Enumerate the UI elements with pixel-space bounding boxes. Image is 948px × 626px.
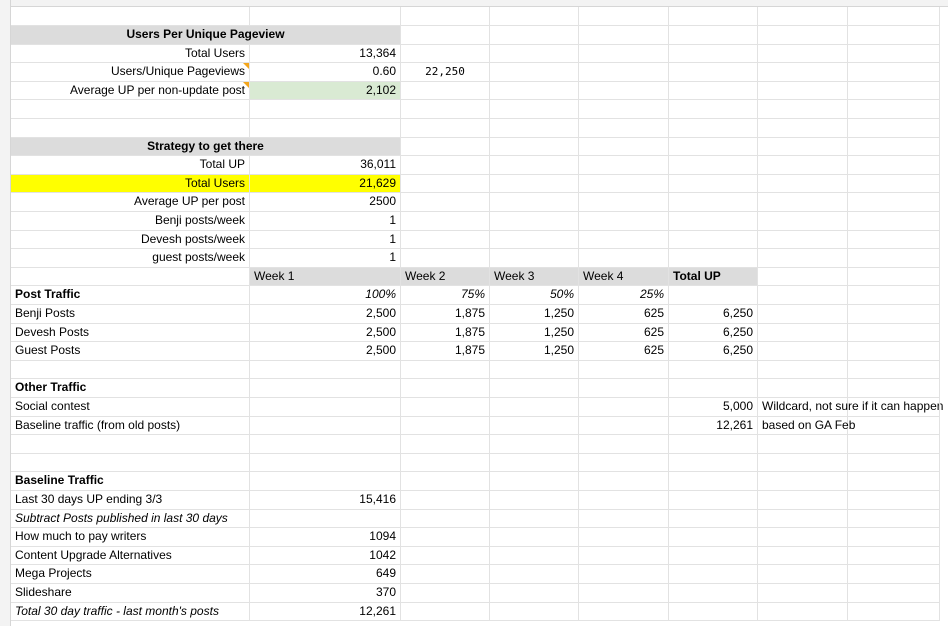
empty-cell[interactable] xyxy=(758,305,848,324)
empty-cell[interactable] xyxy=(579,435,669,454)
empty-cell[interactable] xyxy=(669,193,758,212)
empty-cell[interactable] xyxy=(848,342,940,361)
empty-cell[interactable] xyxy=(669,547,758,566)
empty-cell[interactable] xyxy=(669,584,758,603)
cell-625[interactable]: 625 xyxy=(579,324,669,343)
empty-cell[interactable] xyxy=(669,249,758,268)
empty-cell[interactable] xyxy=(490,510,579,529)
empty-cell[interactable] xyxy=(401,417,490,436)
cell-total-users[interactable]: Total Users xyxy=(11,45,250,64)
cell-slideshare[interactable]: Slideshare xyxy=(11,584,250,603)
section-title-users-per-unique-pageview[interactable]: Users Per Unique Pageview xyxy=(11,26,401,45)
empty-cell[interactable] xyxy=(669,472,758,491)
empty-cell[interactable] xyxy=(848,82,940,101)
empty-cell[interactable] xyxy=(848,45,940,64)
cell-1-875[interactable]: 1,875 xyxy=(401,342,490,361)
empty-cell[interactable] xyxy=(490,398,579,417)
empty-cell[interactable] xyxy=(848,565,940,584)
empty-cell[interactable] xyxy=(848,26,940,45)
empty-cell[interactable] xyxy=(250,119,401,138)
empty-cell[interactable] xyxy=(669,528,758,547)
cell-1-250[interactable]: 1,250 xyxy=(490,324,579,343)
empty-cell[interactable] xyxy=(669,7,758,26)
empty-cell[interactable] xyxy=(848,156,940,175)
empty-cell[interactable] xyxy=(848,138,940,157)
empty-cell[interactable] xyxy=(401,435,490,454)
cell-1-250[interactable]: 1,250 xyxy=(490,305,579,324)
empty-cell[interactable] xyxy=(848,472,940,491)
empty-cell[interactable] xyxy=(11,268,250,287)
empty-cell[interactable] xyxy=(490,138,579,157)
cell-total-users[interactable]: Total Users xyxy=(11,175,250,194)
cell-1-875[interactable]: 1,875 xyxy=(401,305,490,324)
cell-75[interactable]: 75% xyxy=(401,286,490,305)
empty-cell[interactable] xyxy=(490,63,579,82)
empty-cell[interactable] xyxy=(848,119,940,138)
empty-cell[interactable] xyxy=(758,7,848,26)
cell-100[interactable]: 100% xyxy=(250,286,401,305)
cell-wildcard-not-sure-if-it-can-happen[interactable]: Wildcard, not sure if it can happen xyxy=(758,398,848,417)
empty-cell[interactable] xyxy=(401,231,490,250)
empty-cell[interactable] xyxy=(758,528,848,547)
empty-cell[interactable] xyxy=(669,138,758,157)
empty-cell[interactable] xyxy=(848,212,940,231)
cell-devesh-posts-week[interactable]: Devesh posts/week xyxy=(11,231,250,250)
empty-cell[interactable] xyxy=(848,435,940,454)
empty-cell[interactable] xyxy=(758,249,848,268)
empty-cell[interactable] xyxy=(579,100,669,119)
empty-cell[interactable] xyxy=(490,584,579,603)
empty-cell[interactable] xyxy=(579,547,669,566)
empty-cell[interactable] xyxy=(848,324,940,343)
empty-cell[interactable] xyxy=(848,510,940,529)
cell-social-contest[interactable]: Social contest xyxy=(11,398,250,417)
empty-cell[interactable] xyxy=(490,212,579,231)
empty-cell[interactable] xyxy=(758,193,848,212)
empty-cell[interactable] xyxy=(490,82,579,101)
cell-week-1[interactable]: Week 1 xyxy=(250,268,401,287)
empty-cell[interactable] xyxy=(401,82,490,101)
empty-cell[interactable] xyxy=(758,119,848,138)
empty-cell[interactable] xyxy=(401,361,490,380)
cell-how-much-to-pay-writers[interactable]: How much to pay writers xyxy=(11,528,250,547)
empty-cell[interactable] xyxy=(669,26,758,45)
cell-15-416[interactable]: 15,416 xyxy=(250,491,401,510)
cell-1-250[interactable]: 1,250 xyxy=(490,342,579,361)
empty-cell[interactable] xyxy=(401,547,490,566)
empty-cell[interactable] xyxy=(490,45,579,64)
cell-649[interactable]: 649 xyxy=(250,565,401,584)
empty-cell[interactable] xyxy=(848,398,940,417)
cell-2-500[interactable]: 2,500 xyxy=(250,324,401,343)
cell-12-261[interactable]: 12,261 xyxy=(250,603,401,622)
empty-cell[interactable] xyxy=(758,435,848,454)
cell-6-250[interactable]: 6,250 xyxy=(669,324,758,343)
cell-50[interactable]: 50% xyxy=(490,286,579,305)
empty-cell[interactable] xyxy=(848,547,940,566)
cell-6-250[interactable]: 6,250 xyxy=(669,342,758,361)
empty-cell[interactable] xyxy=(401,138,490,157)
empty-cell[interactable] xyxy=(758,138,848,157)
cell-content-upgrade-alternatives[interactable]: Content Upgrade Alternatives xyxy=(11,547,250,566)
cell-week-3[interactable]: Week 3 xyxy=(490,268,579,287)
empty-cell[interactable] xyxy=(758,45,848,64)
cell-1[interactable]: 1 xyxy=(250,212,401,231)
cell-2-102[interactable]: 2,102 xyxy=(250,82,401,101)
empty-cell[interactable] xyxy=(490,231,579,250)
cell-guest-posts[interactable]: Guest Posts xyxy=(11,342,250,361)
cell-21-629[interactable]: 21,629 xyxy=(250,175,401,194)
empty-cell[interactable] xyxy=(848,454,940,473)
empty-cell[interactable] xyxy=(848,417,940,436)
cell-devesh-posts[interactable]: Devesh Posts xyxy=(11,324,250,343)
empty-cell[interactable] xyxy=(490,528,579,547)
cell-users-unique-pageviews[interactable]: Users/Unique Pageviews xyxy=(11,63,250,82)
empty-cell[interactable] xyxy=(490,565,579,584)
empty-cell[interactable] xyxy=(848,193,940,212)
empty-cell[interactable] xyxy=(401,100,490,119)
empty-cell[interactable] xyxy=(758,63,848,82)
empty-cell[interactable] xyxy=(579,63,669,82)
empty-cell[interactable] xyxy=(579,45,669,64)
empty-cell[interactable] xyxy=(758,26,848,45)
empty-cell[interactable] xyxy=(401,603,490,622)
empty-cell[interactable] xyxy=(669,175,758,194)
cell-week-4[interactable]: Week 4 xyxy=(579,268,669,287)
cell-13-364[interactable]: 13,364 xyxy=(250,45,401,64)
empty-cell[interactable] xyxy=(401,26,490,45)
empty-cell[interactable] xyxy=(848,231,940,250)
empty-cell[interactable] xyxy=(401,510,490,529)
empty-cell[interactable] xyxy=(848,268,940,287)
cell-1094[interactable]: 1094 xyxy=(250,528,401,547)
empty-cell[interactable] xyxy=(848,63,940,82)
empty-cell[interactable] xyxy=(490,100,579,119)
empty-cell[interactable] xyxy=(490,603,579,622)
empty-cell[interactable] xyxy=(401,584,490,603)
empty-cell[interactable] xyxy=(401,7,490,26)
cell-1[interactable]: 1 xyxy=(250,249,401,268)
cell-625[interactable]: 625 xyxy=(579,342,669,361)
cell-based-on-ga-feb[interactable]: based on GA Feb xyxy=(758,417,848,436)
empty-cell[interactable] xyxy=(490,193,579,212)
empty-cell[interactable] xyxy=(848,7,940,26)
empty-cell[interactable] xyxy=(758,565,848,584)
empty-cell[interactable] xyxy=(758,268,848,287)
empty-cell[interactable] xyxy=(669,603,758,622)
empty-cell[interactable] xyxy=(579,528,669,547)
empty-cell[interactable] xyxy=(579,231,669,250)
empty-cell[interactable] xyxy=(490,119,579,138)
empty-cell[interactable] xyxy=(669,454,758,473)
empty-cell[interactable] xyxy=(848,528,940,547)
empty-cell[interactable] xyxy=(758,547,848,566)
empty-cell[interactable] xyxy=(758,379,848,398)
cell-1[interactable]: 1 xyxy=(250,231,401,250)
empty-cell[interactable] xyxy=(11,435,250,454)
cell-25[interactable]: 25% xyxy=(579,286,669,305)
empty-cell[interactable] xyxy=(848,286,940,305)
empty-cell[interactable] xyxy=(579,212,669,231)
empty-cell[interactable] xyxy=(758,100,848,119)
empty-cell[interactable] xyxy=(579,193,669,212)
empty-cell[interactable] xyxy=(579,175,669,194)
empty-cell[interactable] xyxy=(669,231,758,250)
empty-cell[interactable] xyxy=(669,45,758,64)
empty-cell[interactable] xyxy=(11,7,250,26)
empty-cell[interactable] xyxy=(250,472,401,491)
empty-cell[interactable] xyxy=(848,584,940,603)
empty-cell[interactable] xyxy=(490,26,579,45)
cell-guest-posts-week[interactable]: guest posts/week xyxy=(11,249,250,268)
empty-cell[interactable] xyxy=(579,584,669,603)
empty-cell[interactable] xyxy=(758,510,848,529)
empty-cell[interactable] xyxy=(758,361,848,380)
empty-cell[interactable] xyxy=(490,472,579,491)
empty-cell[interactable] xyxy=(848,379,940,398)
empty-cell[interactable] xyxy=(758,156,848,175)
empty-cell[interactable] xyxy=(250,398,401,417)
empty-cell[interactable] xyxy=(401,156,490,175)
empty-cell[interactable] xyxy=(579,82,669,101)
empty-cell[interactable] xyxy=(250,379,401,398)
cell-2-500[interactable]: 2,500 xyxy=(250,342,401,361)
empty-cell[interactable] xyxy=(490,7,579,26)
empty-cell[interactable] xyxy=(669,435,758,454)
empty-cell[interactable] xyxy=(401,212,490,231)
cell-subtract-posts-published-in-last-30-days[interactable]: Subtract Posts published in last 30 days xyxy=(11,510,250,529)
empty-cell[interactable] xyxy=(401,193,490,212)
cell-post-traffic[interactable]: Post Traffic xyxy=(11,286,250,305)
empty-cell[interactable] xyxy=(579,379,669,398)
empty-cell[interactable] xyxy=(669,491,758,510)
empty-cell[interactable] xyxy=(579,510,669,529)
empty-cell[interactable] xyxy=(579,26,669,45)
empty-cell[interactable] xyxy=(848,305,940,324)
empty-cell[interactable] xyxy=(490,156,579,175)
empty-cell[interactable] xyxy=(579,565,669,584)
empty-cell[interactable] xyxy=(669,156,758,175)
cell-1042[interactable]: 1042 xyxy=(250,547,401,566)
cell-total-30-day-traffic-last-month-s-posts[interactable]: Total 30 day traffic - last month's posts xyxy=(11,603,250,622)
empty-cell[interactable] xyxy=(758,472,848,491)
empty-cell[interactable] xyxy=(758,231,848,250)
empty-cell[interactable] xyxy=(758,82,848,101)
empty-cell[interactable] xyxy=(579,119,669,138)
empty-cell[interactable] xyxy=(490,547,579,566)
cell-benji-posts[interactable]: Benji Posts xyxy=(11,305,250,324)
empty-cell[interactable] xyxy=(490,491,579,510)
cell-other-traffic[interactable]: Other Traffic xyxy=(11,379,250,398)
empty-cell[interactable] xyxy=(669,82,758,101)
empty-cell[interactable] xyxy=(579,603,669,622)
cell-benji-posts-week[interactable]: Benji posts/week xyxy=(11,212,250,231)
empty-cell[interactable] xyxy=(401,175,490,194)
empty-cell[interactable] xyxy=(669,510,758,529)
cell-5-000[interactable]: 5,000 xyxy=(669,398,758,417)
cell-total-up[interactable]: Total UP xyxy=(11,156,250,175)
empty-cell[interactable] xyxy=(848,100,940,119)
empty-cell[interactable] xyxy=(490,454,579,473)
empty-cell[interactable] xyxy=(11,454,250,473)
empty-cell[interactable] xyxy=(669,379,758,398)
empty-cell[interactable] xyxy=(401,472,490,491)
cell-2-500[interactable]: 2,500 xyxy=(250,305,401,324)
empty-cell[interactable] xyxy=(758,342,848,361)
empty-cell[interactable] xyxy=(250,100,401,119)
empty-cell[interactable] xyxy=(11,361,250,380)
cell-average-up-per-post[interactable]: Average UP per post xyxy=(11,193,250,212)
empty-cell[interactable] xyxy=(250,361,401,380)
section-title-strategy[interactable]: Strategy to get there xyxy=(11,138,401,157)
empty-cell[interactable] xyxy=(848,175,940,194)
empty-cell[interactable] xyxy=(758,603,848,622)
cell-1-875[interactable]: 1,875 xyxy=(401,324,490,343)
empty-cell[interactable] xyxy=(579,138,669,157)
empty-cell[interactable] xyxy=(579,417,669,436)
empty-cell[interactable] xyxy=(490,249,579,268)
empty-cell[interactable] xyxy=(579,472,669,491)
cell-baseline-traffic[interactable]: Baseline Traffic xyxy=(11,472,250,491)
empty-cell[interactable] xyxy=(401,398,490,417)
empty-cell[interactable] xyxy=(401,565,490,584)
empty-cell[interactable] xyxy=(579,491,669,510)
empty-cell[interactable] xyxy=(490,417,579,436)
empty-cell[interactable] xyxy=(669,119,758,138)
cell-mega-projects[interactable]: Mega Projects xyxy=(11,565,250,584)
empty-cell[interactable] xyxy=(401,45,490,64)
empty-cell[interactable] xyxy=(848,603,940,622)
empty-cell[interactable] xyxy=(579,361,669,380)
cell-week-2[interactable]: Week 2 xyxy=(401,268,490,287)
cell-22-250[interactable]: 22,250 xyxy=(401,63,490,82)
cell-6-250[interactable]: 6,250 xyxy=(669,305,758,324)
empty-cell[interactable] xyxy=(490,435,579,454)
empty-cell[interactable] xyxy=(490,361,579,380)
empty-cell[interactable] xyxy=(490,379,579,398)
empty-cell[interactable] xyxy=(579,454,669,473)
empty-cell[interactable] xyxy=(758,491,848,510)
cell-total-up[interactable]: Total UP xyxy=(669,268,758,287)
empty-cell[interactable] xyxy=(848,249,940,268)
empty-cell[interactable] xyxy=(848,491,940,510)
empty-cell[interactable] xyxy=(758,212,848,231)
empty-cell[interactable] xyxy=(11,100,250,119)
cell-625[interactable]: 625 xyxy=(579,305,669,324)
empty-cell[interactable] xyxy=(401,528,490,547)
empty-cell[interactable] xyxy=(250,435,401,454)
empty-cell[interactable] xyxy=(250,454,401,473)
empty-cell[interactable] xyxy=(11,119,250,138)
empty-cell[interactable] xyxy=(669,100,758,119)
cell-baseline-traffic-from-old-posts[interactable]: Baseline traffic (from old posts) xyxy=(11,417,250,436)
empty-cell[interactable] xyxy=(579,156,669,175)
empty-cell[interactable] xyxy=(669,565,758,584)
empty-cell[interactable] xyxy=(669,361,758,380)
empty-cell[interactable] xyxy=(401,491,490,510)
empty-cell[interactable] xyxy=(758,584,848,603)
empty-cell[interactable] xyxy=(401,119,490,138)
empty-cell[interactable] xyxy=(401,249,490,268)
empty-cell[interactable] xyxy=(758,286,848,305)
empty-cell[interactable] xyxy=(250,510,401,529)
empty-cell[interactable] xyxy=(758,324,848,343)
cell-12-261[interactable]: 12,261 xyxy=(669,417,758,436)
empty-cell[interactable] xyxy=(579,398,669,417)
cell-370[interactable]: 370 xyxy=(250,584,401,603)
empty-cell[interactable] xyxy=(401,454,490,473)
empty-cell[interactable] xyxy=(250,7,401,26)
empty-cell[interactable] xyxy=(579,7,669,26)
empty-cell[interactable] xyxy=(758,175,848,194)
empty-cell[interactable] xyxy=(669,212,758,231)
cell-2500[interactable]: 2500 xyxy=(250,193,401,212)
empty-cell[interactable] xyxy=(669,63,758,82)
cell-0-60[interactable]: 0.60 xyxy=(250,63,401,82)
cell-last-30-days-up-ending-3-3[interactable]: Last 30 days UP ending 3/3 xyxy=(11,491,250,510)
empty-cell[interactable] xyxy=(758,454,848,473)
empty-cell[interactable] xyxy=(848,361,940,380)
empty-cell[interactable] xyxy=(579,249,669,268)
empty-cell[interactable] xyxy=(490,175,579,194)
empty-cell[interactable] xyxy=(669,286,758,305)
empty-cell[interactable] xyxy=(401,379,490,398)
cell-36-011[interactable]: 36,011 xyxy=(250,156,401,175)
empty-cell[interactable] xyxy=(250,417,401,436)
cell-average-up-per-non-update-post[interactable]: Average UP per non-update post xyxy=(11,82,250,101)
